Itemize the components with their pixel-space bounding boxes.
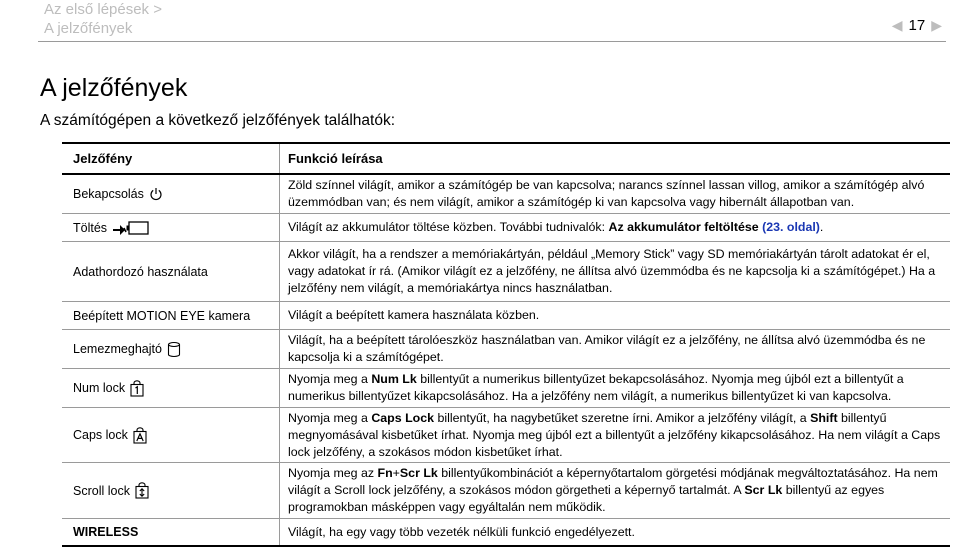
page-title: A jelzőfények [40, 74, 188, 102]
description-cell [280, 242, 950, 301]
emphasis-text: Scr Lk [399, 466, 438, 480]
table-row [62, 519, 950, 545]
indicator-cell [62, 463, 280, 518]
description-text: Világít, ha egy vagy több vezeték nélküli funkció engedélyezett. [288, 524, 635, 539]
indicator-label: Scroll lock [73, 483, 130, 498]
column-header-description: Funkció leírása [288, 151, 383, 166]
description-text: billentyűt, ha nagybetűket szeretne írni. Amikor a jelzőfény világít, a [434, 410, 811, 425]
emphasis-text: Fn [377, 466, 393, 480]
description-text: Nyomja meg a [288, 410, 372, 425]
description-text: billentyűt a numerikus billentyűzet bekapcsolásához. Nyomja meg újból ezt a billentyűt a numerikus billentyűzet kikapcsolásához. Ha a jelzőfény nem világít, a numerikus billentyűzet ki van kapcsolva. [288, 372, 904, 403]
description-text: billentyű az egyes programokban másképpen vagy egyáltalán nem működik. [288, 483, 885, 514]
description-cell [280, 175, 950, 213]
indicator-label: Lemezmeghajtó [73, 342, 162, 356]
indicator-label: WIRELESS [73, 525, 139, 539]
description-text: . [819, 220, 824, 234]
indicator-label: Adathordozó használata [73, 264, 208, 279]
emphasis-text: Caps Lock [371, 410, 434, 425]
page-subtitle: A számítógépen a következő jelzőfények találhatók: [40, 112, 395, 129]
indicator-cell [62, 242, 280, 301]
indicator-label: Bekapcsolás [73, 187, 144, 201]
column-header-indicator: Jelzőfény [62, 144, 280, 173]
description-cell [280, 519, 950, 545]
indicator-label: Num lock [73, 381, 126, 395]
emphasis-text: Num Lk [371, 372, 417, 386]
table-row [62, 408, 950, 463]
description-text: + [392, 466, 400, 480]
description-text: billentyű megnyomásával kisbetűket írhat. Nyomja meg újból ezt a billentyűt a jelzőfény kikapcsolásához. Ha nem világít a Caps lock jelzőfény, a szokásos módon kisbetűket írhat. [288, 410, 941, 459]
table-header-row [62, 144, 950, 175]
description-text: Világít, ha a beépített tárolóeszköz használatban van. Amikor világít ez a jelzőfény, ne állítsa alvó üzemmódba és ne kapcsolja ki a számítógépet. [288, 333, 926, 364]
power-icon [149, 187, 163, 201]
breadcrumb [44, 0, 162, 38]
emphasis-text: Shift [810, 410, 838, 425]
emphasis-text: Scr Lk [744, 483, 783, 497]
indicator-cell [62, 330, 280, 368]
table-row [62, 369, 950, 408]
breadcrumb-current: A jelzőfények [44, 20, 133, 37]
indicator-label: Töltés [73, 220, 108, 235]
triangle-left-icon[interactable]: ◀ [891, 17, 903, 33]
table-row [62, 175, 950, 214]
scroll-lock-icon [135, 482, 149, 499]
breadcrumb-section[interactable]: Az első lépések > [44, 1, 162, 18]
description-text: Világít az akkumulátor töltése közben. További tudnivalók: [288, 220, 609, 234]
indicator-cell [62, 369, 280, 407]
description-text: Zöld színnel világít, amikor a számítógép be van kapcsolva; narancs színnel lassan villog, amikor a számítógép alvó üzemmódban van; és nem világít, amikor a számítógép ki van kapcsolva vagy hibernált állapotban van. [288, 178, 925, 209]
description-cell [280, 369, 950, 407]
indicator-label: Caps lock [73, 428, 128, 442]
table-row [62, 214, 950, 242]
description-text: Nyomja meg a [288, 372, 372, 386]
description-cell [280, 463, 950, 518]
description-text: billentyűkombinációt a képernyőtartalom görgetési módjának megváltoztatásához. Ha nem világít a Scroll lock jelzőfény, a szokásos módon görgetheti a képernyő tartalmát. A [288, 466, 938, 497]
battery-charge-icon [112, 219, 150, 237]
table-row [62, 463, 950, 519]
page-link[interactable]: (23. oldal) [762, 220, 820, 234]
indicator-label: Beépített MOTION EYE kamera [73, 308, 251, 323]
table-row [62, 330, 950, 369]
description-text: Világít a beépített kamera használata közben. [288, 308, 540, 322]
description-cell [280, 302, 950, 329]
table-row [62, 242, 950, 302]
emphasis-text: Az akkumulátor feltöltése [608, 220, 759, 234]
indicator-cell [62, 408, 280, 462]
num-lock-icon [130, 380, 144, 397]
caps-lock-icon [133, 427, 147, 444]
table-row [62, 302, 950, 330]
indicator-cell [62, 214, 280, 241]
disk-drive-icon [167, 341, 181, 358]
indicator-cell [62, 519, 280, 545]
indicator-cell [62, 302, 280, 329]
description-cell [280, 330, 950, 368]
header-divider [38, 41, 946, 42]
description-text: Nyomja meg az [288, 466, 378, 480]
indicator-table [62, 142, 950, 547]
triangle-right-icon[interactable]: ▶ [931, 17, 942, 33]
description-text: Akkor világít, ha a rendszer a memóriakártyán, például „Memory Stick” vagy SD memóriakártyán tárolt adatokat ér el, vagy adatokat ír rá. (Amikor világít ez a jelzőfény, ne állítsa alvó üzemmódba és ne kapcsolja ki a számítógépet.) Ha a jelzőfény nem világít, a memóriakártya nincs használatban. [288, 247, 936, 295]
page-navigation [892, 17, 942, 34]
description-cell [280, 408, 950, 462]
page-number: 17 [908, 17, 926, 34]
indicator-cell [62, 175, 280, 213]
description-cell [280, 214, 950, 241]
